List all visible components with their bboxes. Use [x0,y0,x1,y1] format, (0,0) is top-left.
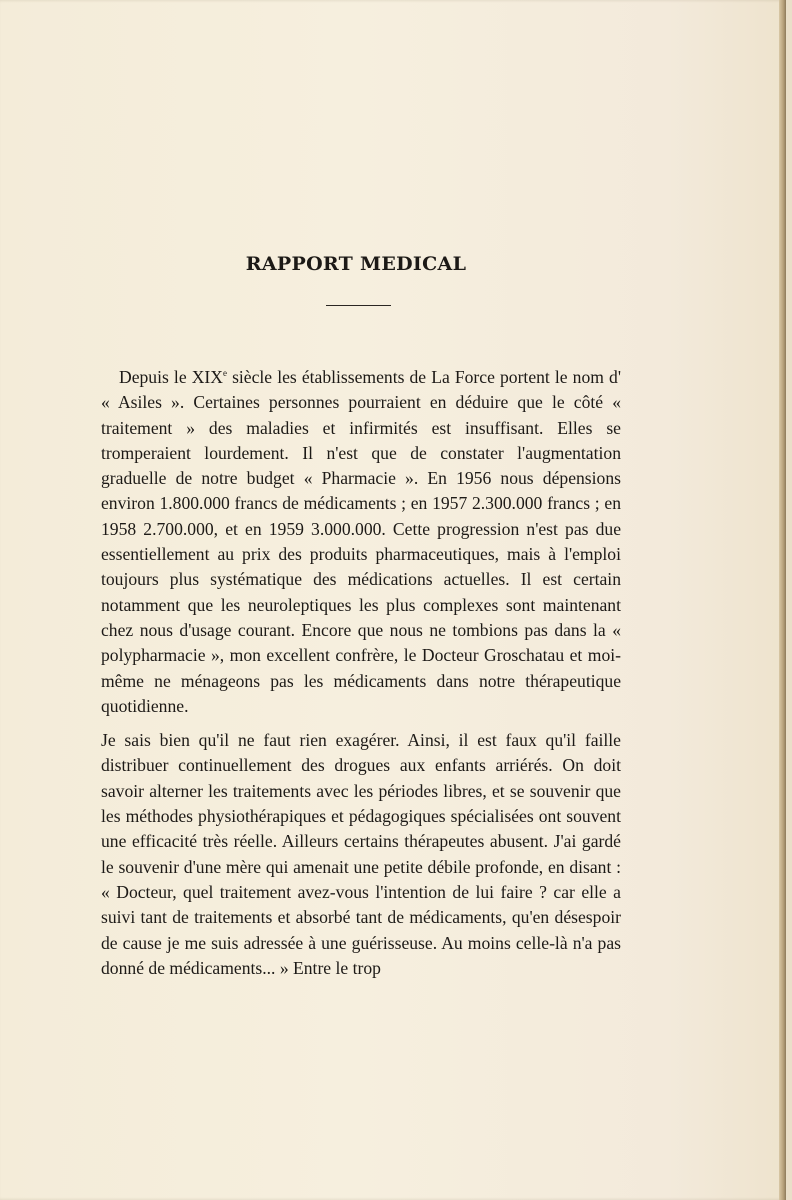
paragraph-2: Je sais bien qu'il ne faut rien exagérer. Ainsi, il est faux qu'il faille distribuer continuellement des drogues aux enfants arriérés. On doit savoir alterner les traitements avec les périodes libres, et se souvenir que les méthodes physiothérapiques et pédagogiques spécialisées ont souvent une efficacité très réelle. Ailleurs certains thérapeutes abusent. J'ai gardé le souvenir d'une mère qui amenait une petite débile profonde, en disant : « Docteur, quel traitement avez-vous l'intention de lui faire ? car elle a suivi tant de traitements et absorbé tant de médicaments, qu'en désespoir de cause je me suis adressée à une guérisseuse. Au moins celle-là n'a pas donné de médicaments... » Entre le trop [101,730,621,978]
page-title: RAPPORT MEDICAL [245,253,467,275]
paragraph-1 [101,365,621,719]
paragraph-1-rest: siècle les établissements de La Force portent le nom d' « Asiles ». Certaines personnes pourraient en déduire que le côté « traitement » des maladies et infirmités est insuffisant. Elles se tromperaient lourdement. Il n'est que de constater l'augmentation graduelle de notre budget « Pharmacie ». En 1956 nous dépensions environ 1.800.000 francs de médicaments ; en 1957 2.300.000 francs ; en 1958 2.700.000, et en 1959 3.000.000. Cette progression n'est pas due essentiellement au prix des produits pharmaceutiques, mais à l'emploi toujours plus systématique des médications actuelles. Il est certain notamment que les neuroleptiques les plus complexes sont maintenant chez nous d'usage courant. Encore que nous ne tombions pas dans la « polypharmacie », mon excellent confrère, le Docteur Groschatau et moi-même ne ménageons pas les médicaments dans notre thérapeutique quotidienne. [101,367,622,716]
century-superscript: e [222,368,227,379]
paragraph-1-start: Depuis le XIX [119,367,223,387]
page-edge [779,0,786,1200]
title-divider [326,305,391,306]
body-text [101,365,621,981]
